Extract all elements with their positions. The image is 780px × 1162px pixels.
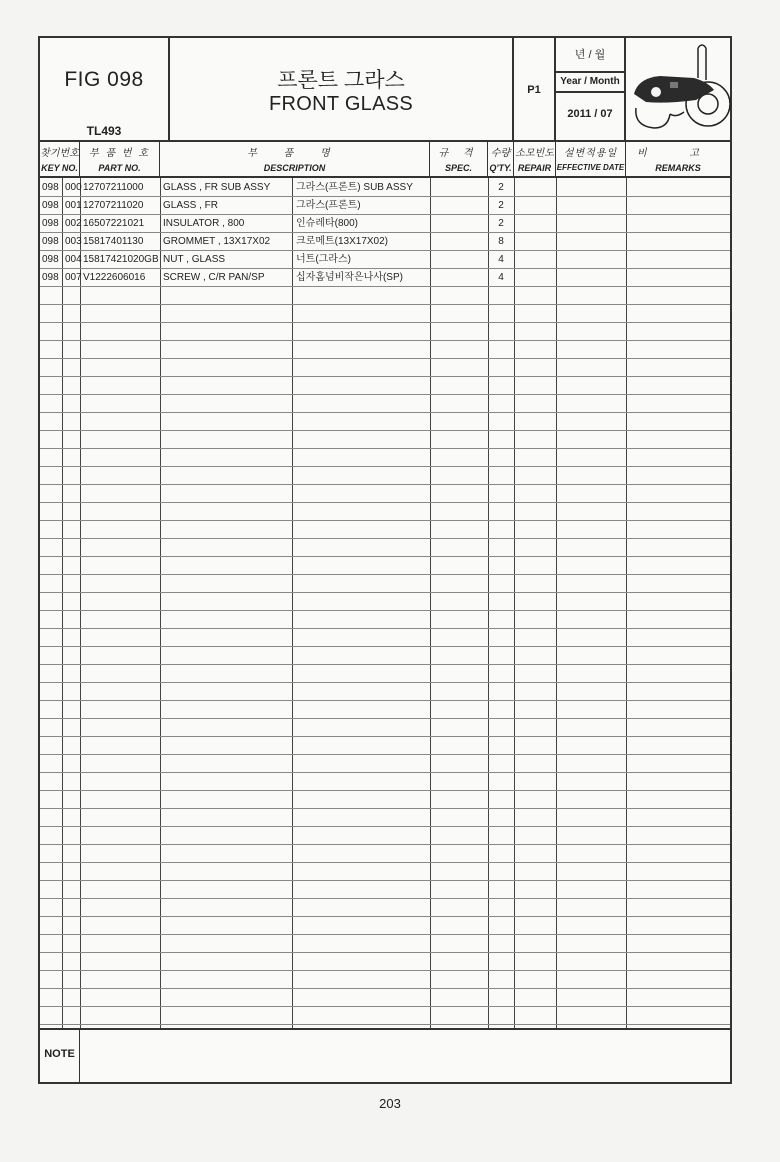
col-description — [160, 142, 430, 178]
col-repair-en: REPAIR — [517, 163, 552, 173]
col-part-no — [80, 142, 160, 178]
cell-desc-en: SCREW , C/R PAN/SP — [163, 272, 265, 283]
tractor-image — [626, 38, 730, 142]
col-repair-ko: 소모빈도 — [515, 148, 554, 159]
cell-qty: 4 — [498, 272, 504, 283]
row-rule — [40, 304, 730, 305]
row-rule — [40, 520, 730, 521]
table-row — [40, 251, 730, 269]
row-rule — [40, 394, 730, 395]
divider — [626, 178, 627, 1028]
cell-part-no: 12707211000 — [83, 182, 144, 193]
cell-key: 001 — [65, 200, 82, 211]
row-rule — [40, 574, 730, 575]
col-spec — [430, 142, 488, 178]
row-rule — [40, 628, 730, 629]
note-area — [40, 1028, 730, 1082]
row-rule — [40, 448, 730, 449]
row-rule — [40, 340, 730, 341]
row-rule — [40, 808, 730, 809]
date-cell — [556, 38, 626, 142]
figure-cell — [40, 38, 170, 142]
divider — [62, 178, 63, 1028]
year-month-english-box — [556, 71, 624, 93]
year-month-english: Year / Month — [560, 76, 620, 87]
row-rule — [40, 970, 730, 971]
cell-key: 007 — [65, 272, 82, 283]
model-number: TL493 — [86, 124, 122, 138]
col-effective-date-en: EFFECTIVE DATE — [556, 163, 625, 172]
cell-fig: 098 — [42, 272, 59, 283]
year-month-value: 2011 / 07 — [567, 108, 613, 120]
cell-desc-en: GLASS , FR — [163, 200, 219, 211]
divider — [556, 178, 557, 1028]
row-rule — [40, 502, 730, 503]
row-rule — [40, 358, 730, 359]
note-label: NOTE — [40, 1030, 80, 1082]
row-rule — [40, 916, 730, 917]
col-part-no-ko: 부 품 번 호 — [89, 148, 150, 159]
cell-desc-ko: 인슈레타(800) — [296, 218, 358, 229]
page-number: 203 — [379, 1096, 401, 1111]
cell-part-no: 12707211020 — [83, 200, 144, 211]
col-repair — [514, 142, 556, 178]
row-rule — [40, 466, 730, 467]
cell-desc-ko: 크로메트(13X17X02) — [296, 236, 389, 247]
col-part-no-en: PART NO. — [98, 163, 141, 173]
row-rule — [40, 880, 730, 881]
row-rule — [40, 790, 730, 791]
col-key-no-en: KEY NO. — [41, 163, 78, 173]
row-rule — [40, 718, 730, 719]
col-spec-en: SPEC. — [444, 163, 472, 173]
divider — [488, 178, 489, 1028]
row-rule — [40, 736, 730, 737]
col-remarks-ko: 비 고 — [636, 148, 720, 159]
row-rule — [40, 412, 730, 413]
cell-fig: 098 — [42, 200, 59, 211]
year-month-korean: 년 / 월 — [574, 49, 606, 61]
row-rule — [40, 610, 730, 611]
col-remarks — [626, 142, 730, 178]
cell-qty: 2 — [498, 218, 504, 229]
col-description-en: DESCRIPTION — [263, 163, 326, 173]
row-rule — [40, 934, 730, 935]
table-row — [40, 179, 730, 197]
tractor-icon — [626, 38, 728, 138]
table-row — [40, 215, 730, 233]
row-rule — [40, 844, 730, 845]
cell-key: 002 — [65, 218, 82, 229]
divider — [430, 178, 431, 1028]
cell-fig: 098 — [42, 218, 59, 229]
title-korean: 프론트 그라스 — [277, 69, 405, 92]
cell-part-no: V1222606016 — [83, 272, 146, 283]
cell-fig: 098 — [42, 254, 59, 265]
page-cell — [514, 38, 556, 142]
divider — [160, 178, 161, 1028]
row-rule — [40, 376, 730, 377]
cell-desc-en: INSULATOR , 800 — [163, 218, 245, 229]
cell-desc-en: GLASS , FR SUB ASSY — [163, 182, 271, 193]
figure-number: FIG 098 — [64, 68, 144, 91]
row-rule — [40, 556, 730, 557]
cell-key: 003 — [65, 236, 82, 247]
row-rule — [40, 862, 730, 863]
col-qty — [488, 142, 514, 178]
divider — [292, 178, 293, 1028]
row-rule — [40, 700, 730, 701]
col-remarks-en: REMARKS — [655, 163, 701, 173]
col-key-no-ko: 찾기번호 — [40, 148, 79, 159]
cell-desc-en: GROMMET , 13X17X02 — [163, 236, 271, 247]
cell-key: 004 — [65, 254, 82, 265]
col-effective-date-ko: 설변적용일 — [563, 148, 618, 159]
title-english: FRONT GLASS — [268, 93, 414, 115]
row-rule — [40, 682, 730, 683]
col-key-no — [40, 142, 80, 178]
row-rule — [40, 484, 730, 485]
cell-qty: 4 — [498, 254, 504, 265]
cell-key: 000 — [65, 182, 82, 193]
cell-part-no: 16507221021 — [83, 218, 145, 229]
row-rule — [40, 826, 730, 827]
row-rule — [40, 952, 730, 953]
row-rule — [40, 1024, 730, 1025]
cell-qty: 2 — [498, 200, 504, 211]
cell-part-no: 15817401130 — [83, 236, 144, 247]
title-cell — [170, 38, 514, 142]
row-rule — [40, 988, 730, 989]
row-rule — [40, 646, 730, 647]
cell-qty: 8 — [498, 236, 504, 247]
col-effective-date — [556, 142, 626, 178]
divider — [80, 178, 81, 1028]
page-label: P1 — [527, 84, 541, 96]
cell-desc-ko: 그라스(프론트) SUB ASSY — [296, 182, 413, 193]
col-description-ko: 부 품 명 — [247, 148, 342, 159]
cell-fig: 098 — [42, 182, 59, 193]
row-rule — [40, 754, 730, 755]
cell-desc-ko: 십자홈넘비작은나사(SP) — [296, 272, 403, 283]
parts-table — [40, 178, 730, 1028]
row-rule — [40, 898, 730, 899]
divider — [514, 178, 515, 1028]
row-rule — [40, 664, 730, 665]
cell-desc-ko: 너트(그라스) — [296, 254, 351, 265]
cell-part-no: 15817421020GB — [83, 254, 159, 265]
table-row — [40, 269, 730, 287]
col-spec-ko: 규 격 — [438, 148, 479, 159]
table-row — [40, 233, 730, 251]
row-rule — [40, 430, 730, 431]
col-qty-en: Q'TY. — [489, 163, 512, 173]
row-rule — [40, 1006, 730, 1007]
cell-qty: 2 — [498, 182, 504, 193]
cell-fig: 098 — [42, 236, 59, 247]
cell-desc-ko: 그라스(프론트) — [296, 200, 361, 211]
col-qty-ko: 수량 — [490, 148, 511, 159]
row-rule — [40, 772, 730, 773]
row-rule — [40, 592, 730, 593]
table-row — [40, 197, 730, 215]
row-rule — [40, 538, 730, 539]
cell-desc-en: NUT , GLASS — [163, 254, 226, 265]
row-rule — [40, 322, 730, 323]
parts-sheet — [38, 36, 732, 1084]
